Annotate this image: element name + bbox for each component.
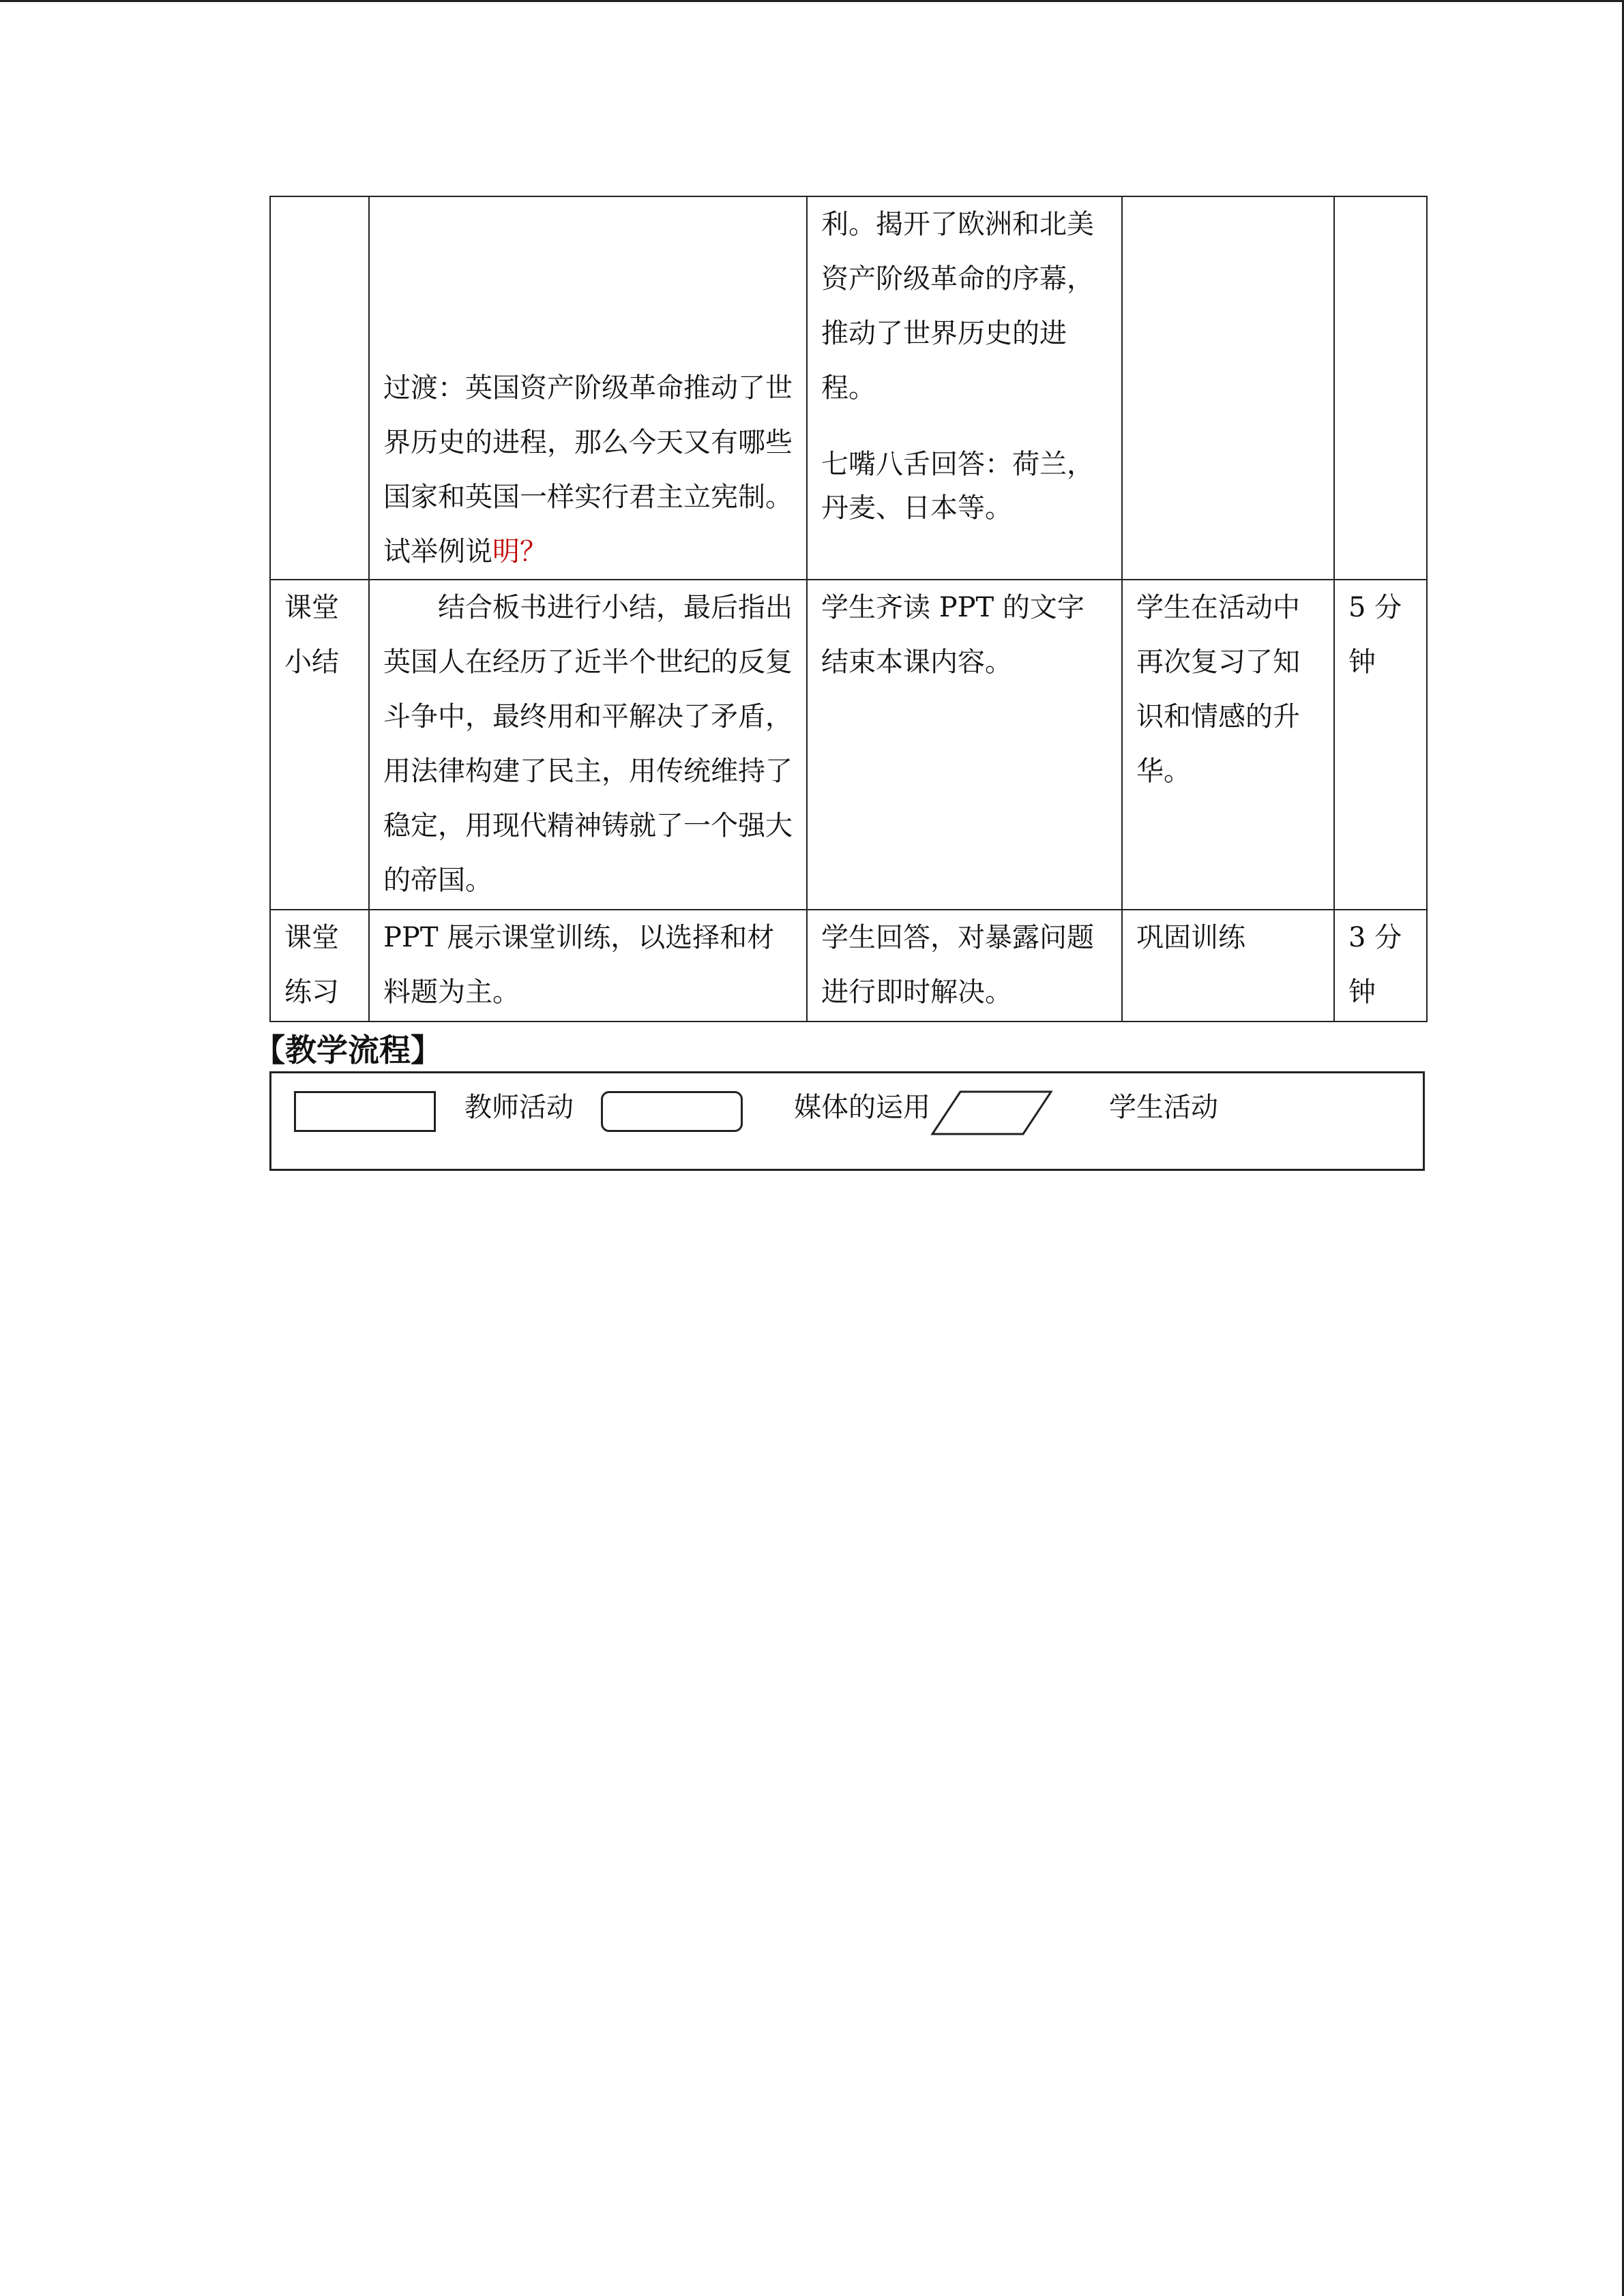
time-cell xyxy=(1334,196,1427,580)
table-row xyxy=(270,196,1427,580)
table-row xyxy=(270,580,1427,910)
teacher-activity-cell: PPT 展示课堂训练，以选择和材料题为主。 xyxy=(369,910,807,1022)
teaching-flow-heading: 【教学流程】 xyxy=(254,1032,442,1069)
stage-cell xyxy=(270,196,369,580)
student-activity-cell: 学生齐读 PPT 的文字结束本课内容。 xyxy=(807,580,1122,910)
stage-cell: 课堂小结 xyxy=(270,580,369,910)
teacher-activity-cell: 结合板书进行小结，最后指出英国人在经历了近半个世纪的反复斗争中，最终用和平解决了矛盾，用法律构建了民主，用传统维持了稳定，用现代精神铸就了一个强大的帝国。 xyxy=(369,580,807,910)
page-top-border xyxy=(0,0,1624,2)
rounded-rectangle-shape-icon xyxy=(601,1091,743,1132)
legend-label-media: 媒体的运用 xyxy=(794,1092,930,1123)
teacher-activity-text-red: 明？ xyxy=(492,536,547,567)
time-cell: 5 分钟 xyxy=(1334,580,1427,910)
legend-label-teacher: 教师活动 xyxy=(464,1092,574,1123)
student-activity-answer: 七嘴八舌回答：荷兰，丹麦、日本等。 xyxy=(821,449,1094,524)
flow-legend-box xyxy=(269,1071,1425,1171)
student-activity-text: 利。揭开了欧洲和北美资产阶级革命的序幕，推动了世界历史的进程。 xyxy=(821,209,1094,404)
design-intent-cell: 巩固训练 xyxy=(1122,910,1334,1022)
lesson-plan-table xyxy=(269,196,1428,1022)
design-intent-cell xyxy=(1122,196,1334,580)
stage-cell: 课堂练习 xyxy=(270,910,369,1022)
time-cell: 3 分钟 xyxy=(1334,910,1427,1022)
design-intent-cell: 学生在活动中再次复习了知识和情感的升华。 xyxy=(1122,580,1334,910)
table-row xyxy=(270,910,1427,1022)
rectangle-shape-icon xyxy=(294,1091,436,1132)
parallelogram-shape-icon xyxy=(930,1090,1053,1136)
teacher-activity-text: 过渡：英国资产阶级革命推动了世界历史的进程，那么今天又有哪些国家和英国一样实行君主立宪制。试举例说 xyxy=(383,372,793,567)
student-activity-cell xyxy=(807,196,1122,580)
legend-label-student: 学生活动 xyxy=(1109,1092,1218,1123)
student-activity-cell: 学生回答，对暴露问题进行即时解决。 xyxy=(807,910,1122,1022)
teacher-activity-cell xyxy=(369,196,807,580)
